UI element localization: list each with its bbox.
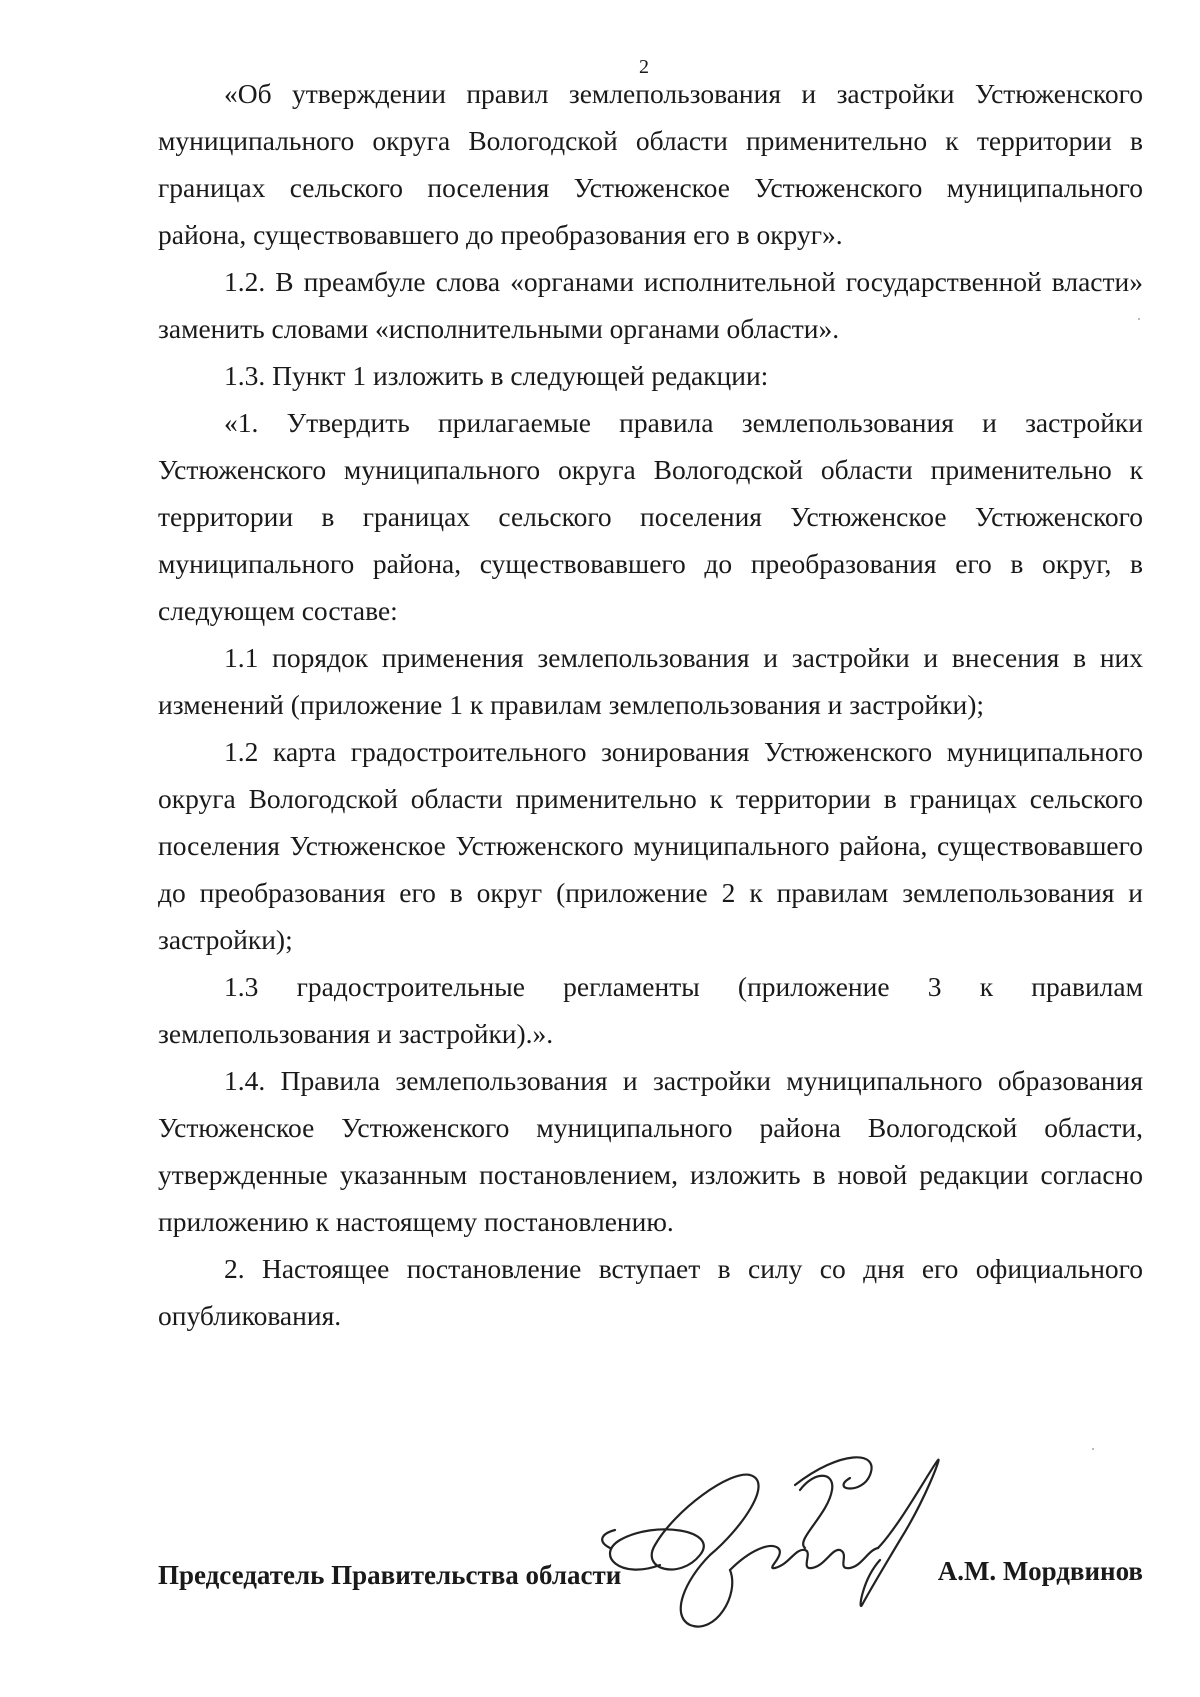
scan-speck bbox=[1138, 318, 1140, 320]
paragraph-point-1: «1. Утвердить прилагаемые правила землепользования и застройки Устюженского муниципального округа Вологодской области применительно к территории в границах сельского поселения Устюженское Устюженского муниципального района, существовавшего до преобразования его в округ, в следующем составе: bbox=[158, 407, 1143, 626]
paragraph-1-2: 1.2. В преамбуле слова «органами исполнительной государственной власти» заменить словами «исполнительными органами области». bbox=[158, 266, 1143, 344]
paragraph-2: 2. Настоящее постановление вступает в силу со дня его официального опубликования. bbox=[158, 1253, 1143, 1331]
paragraph-1-3: 1.3. Пункт 1 изложить в следующей редакции: bbox=[224, 360, 769, 391]
scan-speck bbox=[1092, 1448, 1094, 1450]
paragraph-subpoint-1-1: 1.1 порядок применения землепользования и застройки и внесения в них изменений (приложение 1 к правилам землепользования и застройки); bbox=[158, 642, 1143, 720]
signatory-title: Председатель Правительства области bbox=[158, 1560, 622, 1590]
paragraph-1-4: 1.4. Правила землепользования и застройки муниципального образования Устюженское Устюженского муниципального района Вологодской области, утвержденные указанным постановлением, изложить в новой редакции согласно приложению к настоящему постановлению. bbox=[158, 1065, 1143, 1237]
paragraph-subpoint-1-3: 1.3 градостроительные регламенты (приложение 3 к правилам землепользования и застройки).». bbox=[158, 971, 1143, 1049]
document-body bbox=[158, 70, 1143, 1339]
signature-block bbox=[158, 1556, 1143, 1600]
signatory-name: А.М. Мордвинов bbox=[937, 1556, 1143, 1586]
page-number: 2 bbox=[639, 56, 649, 78]
paragraph-subpoint-1-2: 1.2 карта градостроительного зонирования Устюженского муниципального округа Вологодской области применительно к территории в границах сельского поселения Устюженское Устюженского муниципального района, существовавшего до преобразования его в округ (приложение 2 к правилам землепользования и застройки); bbox=[158, 736, 1143, 955]
paragraph-resolution-title: «Об утверждении правил землепользования и застройки Устюженского муниципального округа Вологодской области применительно к территории в границах сельского поселения Устюженское Устюженского муниципального района, существовавшего до преобразования его в округ». bbox=[158, 78, 1143, 250]
handwritten-signature bbox=[600, 1430, 960, 1650]
